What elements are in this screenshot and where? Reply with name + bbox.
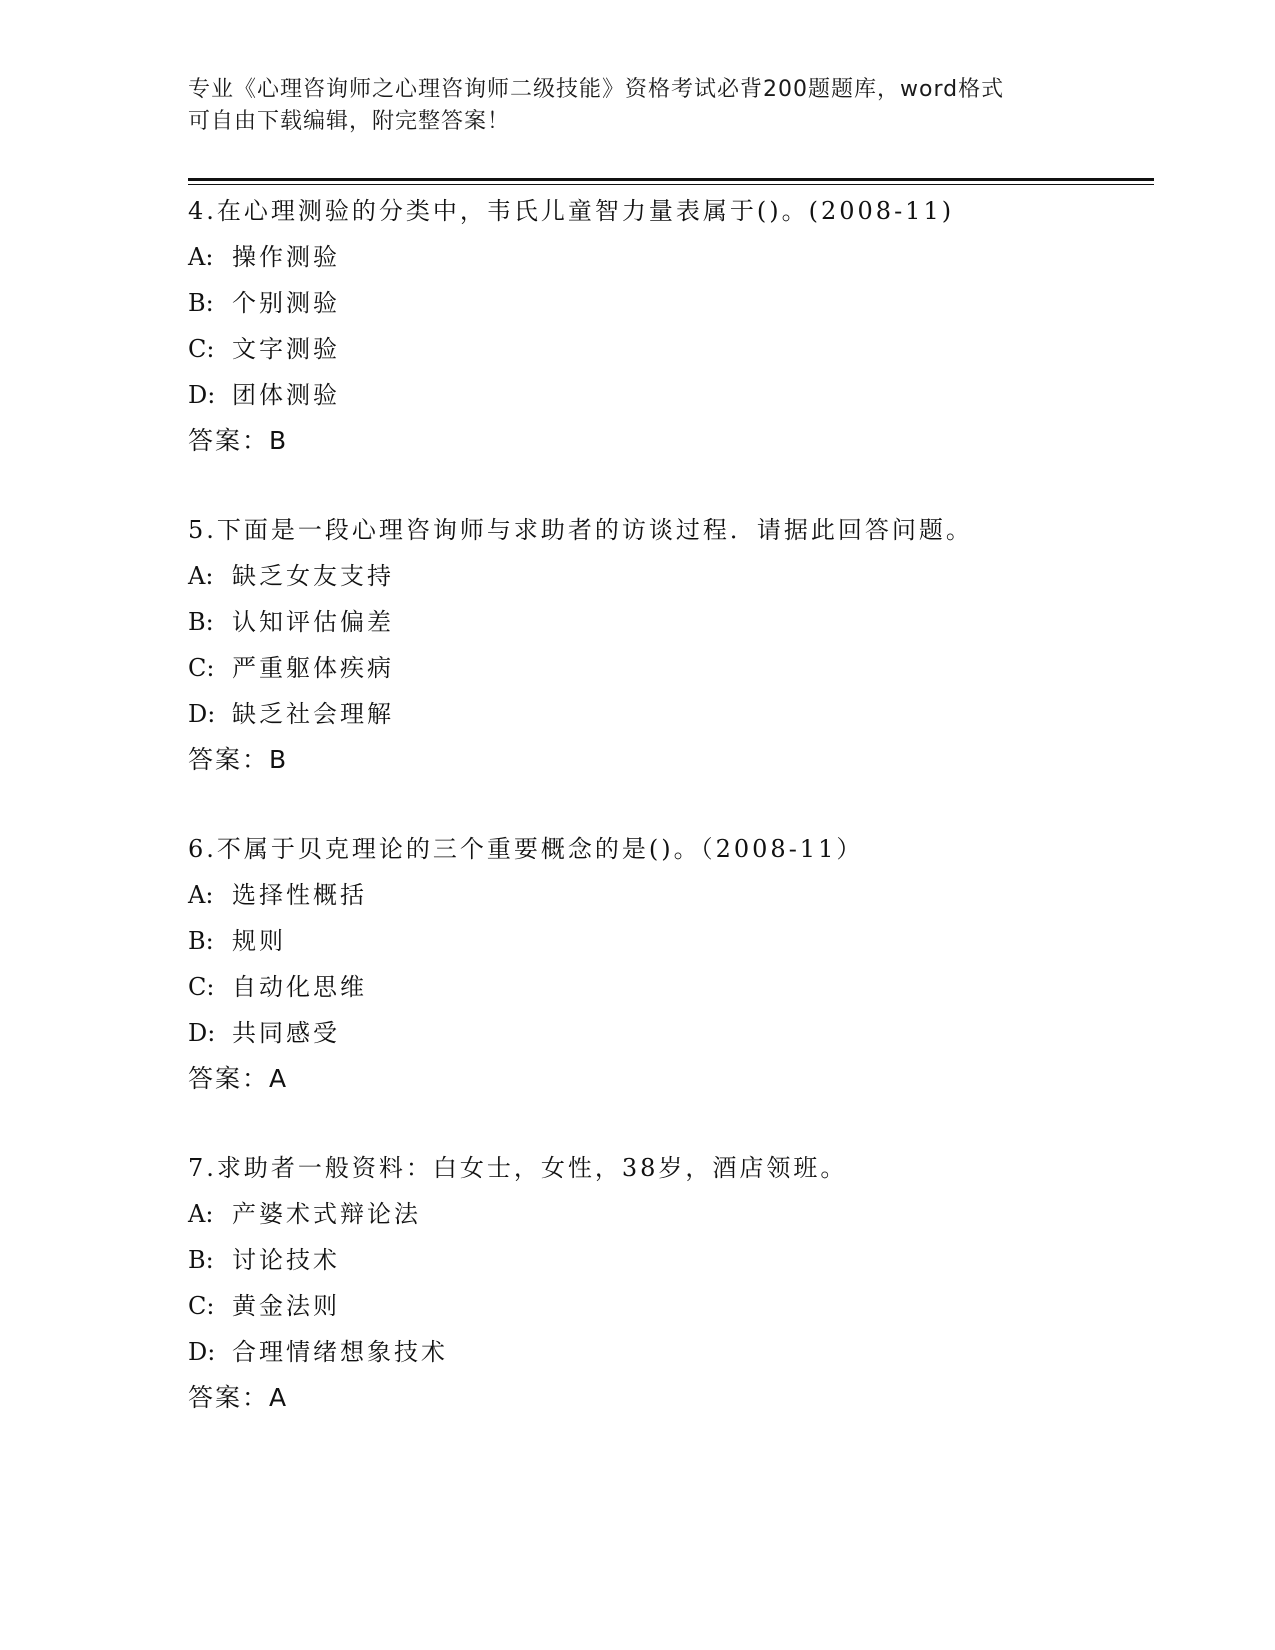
document-header — [188, 74, 1088, 138]
header-line-2: 可自由下载编辑，附完整答案！ — [188, 109, 511, 134]
answer-text: 答案：A — [188, 1383, 289, 1412]
question-text: 6.不属于贝克理论的三个重要概念的是()。（2008-11） — [188, 835, 864, 863]
option-text: 规则 — [232, 927, 286, 955]
option-text: 团体测验 — [232, 381, 340, 409]
option-letter: C: — [188, 973, 215, 1001]
header-divider-thin — [188, 184, 1154, 185]
answer-text: 答案：B — [188, 426, 289, 455]
option-letter: B: — [188, 927, 214, 955]
option-d — [188, 691, 1168, 737]
question-block — [188, 1145, 1168, 1421]
option-a — [188, 234, 1168, 280]
option-letter: B: — [188, 608, 214, 636]
option-c — [188, 964, 1168, 1010]
header-divider-thick — [188, 178, 1154, 181]
option-letter: D: — [188, 1338, 216, 1366]
option-d — [188, 1010, 1168, 1056]
option-a — [188, 553, 1168, 599]
option-text: 自动化思维 — [232, 973, 367, 1001]
option-a — [188, 1191, 1168, 1237]
option-text: 操作测验 — [232, 243, 340, 271]
option-text: 合理情绪想象技术 — [232, 1338, 448, 1366]
option-letter: C: — [188, 335, 215, 363]
option-letter: B: — [188, 1246, 214, 1274]
option-a — [188, 872, 1168, 918]
option-letter: A: — [188, 243, 214, 271]
option-c — [188, 326, 1168, 372]
option-c — [188, 1283, 1168, 1329]
option-letter: A: — [188, 562, 214, 590]
option-text: 个别测验 — [232, 289, 340, 317]
header-line-1: 专业《心理咨询师之心理咨询师二级技能》资格考试必背200题题库，word格式 — [188, 77, 1005, 102]
option-c — [188, 645, 1168, 691]
question-text: 5.下面是一段心理咨询师与求助者的访谈过程．请据此回答问题。 — [188, 516, 973, 544]
option-letter: C: — [188, 1292, 215, 1320]
question-text: 4.在心理测验的分类中，韦氏儿童智力量表属于()。(2008-11) — [188, 197, 955, 225]
option-text: 产婆术式辩论法 — [232, 1200, 421, 1228]
option-text: 缺乏女友支持 — [232, 562, 394, 590]
option-letter: D: — [188, 381, 216, 409]
option-letter: D: — [188, 700, 216, 728]
option-text: 共同感受 — [232, 1019, 340, 1047]
option-letter: C: — [188, 654, 215, 682]
option-d — [188, 372, 1168, 418]
option-text: 讨论技术 — [232, 1246, 340, 1274]
option-text: 认知评估偏差 — [232, 608, 394, 636]
option-letter: A: — [188, 881, 214, 909]
option-text: 缺乏社会理解 — [232, 700, 394, 728]
question-block — [188, 507, 1168, 783]
option-d — [188, 1329, 1168, 1375]
option-b — [188, 599, 1168, 645]
option-b — [188, 280, 1168, 326]
option-text: 选择性概括 — [232, 881, 367, 909]
question-text: 7.求助者一般资料：白女士，女性，38岁，酒店领班。 — [188, 1154, 848, 1182]
option-text: 黄金法则 — [232, 1292, 340, 1320]
answer-text: 答案：B — [188, 745, 289, 774]
option-letter: A: — [188, 1200, 214, 1228]
option-b — [188, 918, 1168, 964]
option-letter: D: — [188, 1019, 216, 1047]
option-text: 严重躯体疾病 — [232, 654, 394, 682]
option-text: 文字测验 — [232, 335, 340, 363]
option-b — [188, 1237, 1168, 1283]
question-block — [188, 188, 1168, 464]
option-letter: B: — [188, 289, 214, 317]
question-block — [188, 826, 1168, 1102]
answer-text: 答案：A — [188, 1064, 289, 1093]
